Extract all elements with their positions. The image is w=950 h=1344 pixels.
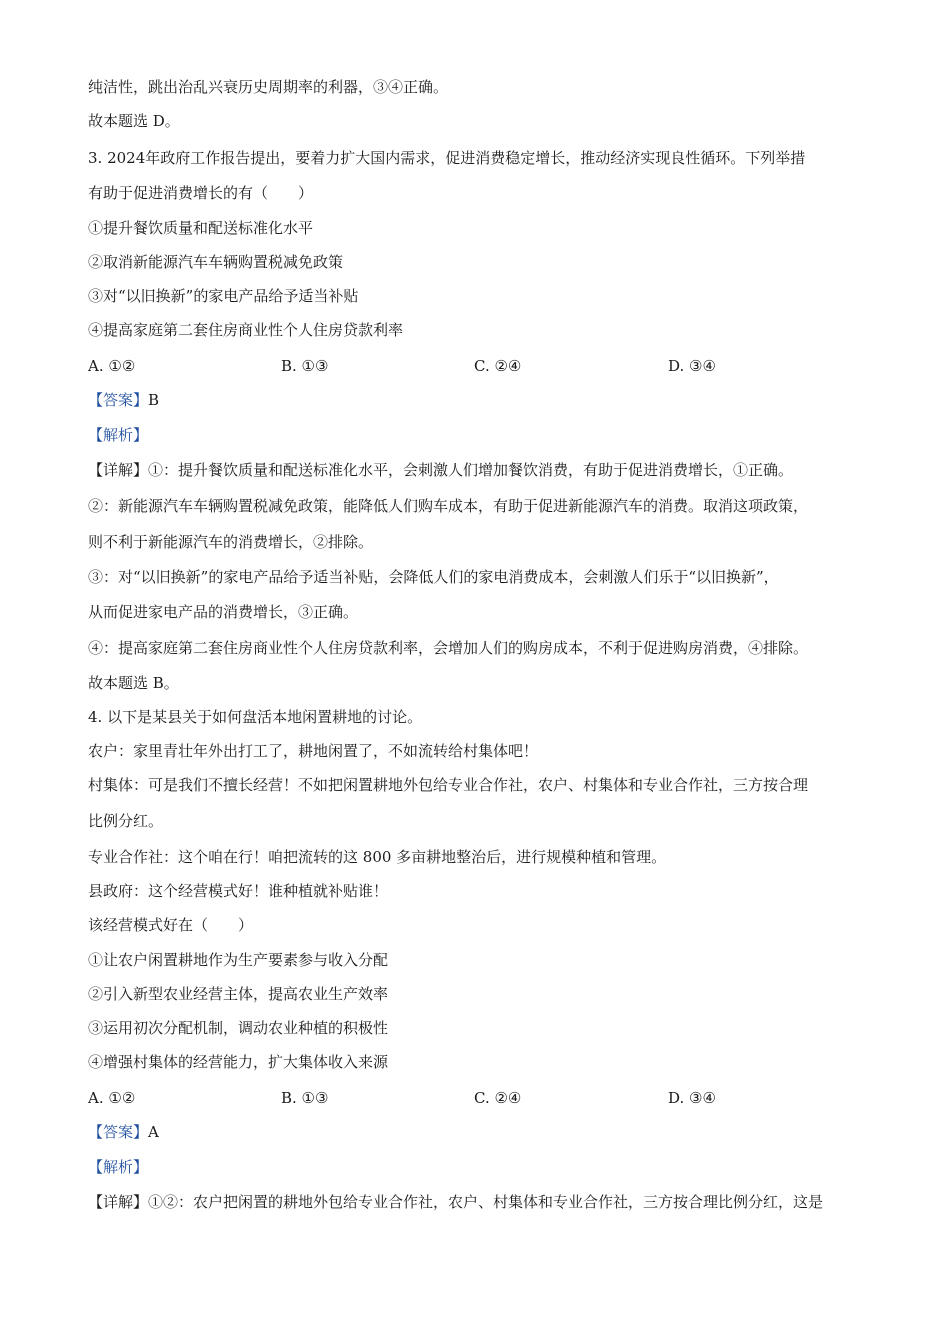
option-c: C. ②④	[474, 357, 522, 375]
detail-line: 故本题选 B。	[88, 674, 179, 692]
question-4-item: ④增强村集体的经营能力，扩大集体收入来源	[88, 1053, 389, 1071]
dialog-line: 村集体：可是我们不擅长经营！不如把闲置耕地外包给专业合作社，农户、村集体和专业合作社，三方按合理	[88, 776, 809, 794]
detail-tag: 【详解】	[88, 461, 149, 479]
question-4-stem: 4. 以下是某县关于如何盘活本地闲置耕地的讨论。	[88, 708, 423, 726]
option-a: A. ①②	[88, 357, 136, 375]
detail-line: 从而促进家电产品的消费增长，③正确。	[88, 603, 359, 621]
detail-tag: 【详解】	[88, 1193, 149, 1211]
answer-tag: 【答案】	[88, 1123, 149, 1141]
dialog-line: 县政府：这个经营模式好！谁种植就补贴谁！	[88, 882, 389, 900]
question-3-item: ②取消新能源汽车车辆购置税减免政策	[88, 253, 344, 271]
detail-text: ①②：农户把闲置的耕地外包给专业合作社，农户、村集体和专业合作社，三方按合理比例分红，这是	[148, 1193, 824, 1211]
analysis-tag: 【解析】	[88, 426, 149, 444]
question-4-prompt: 该经营模式好在（ ）	[88, 916, 254, 934]
text-line: 纯洁性，跳出治乱兴衰历史周期率的利器，③④正确。	[88, 78, 449, 96]
question-4-item: ①让农户闲置耕地作为生产要素参与收入分配	[88, 951, 389, 969]
option-d: D. ③④	[668, 1089, 716, 1107]
detail-line	[88, 460, 793, 480]
detail-line: ④：提高家庭第二套住房商业性个人住房贷款利率，会增加人们的购房成本，不利于促进购房消费，④排除。	[88, 639, 809, 657]
dialog-line: 比例分红。	[88, 812, 164, 830]
option-a: A. ①②	[88, 1089, 136, 1107]
text-line: 故本题选 D。	[88, 112, 180, 130]
answer-tag: 【答案】	[88, 391, 149, 409]
question-3-item: ④提高家庭第二套住房商业性个人住房贷款利率	[88, 321, 404, 339]
answer-line	[88, 390, 159, 410]
answer-value: B	[148, 391, 160, 409]
answer-value: A	[148, 1123, 159, 1141]
question-3-item: ③对“以旧换新”的家电产品给予适当补贴	[88, 287, 359, 305]
question-4-item: ②引入新型农业经营主体，提高农业生产效率	[88, 985, 389, 1003]
analysis-tag: 【解析】	[88, 1158, 149, 1176]
question-3-stem: 3. 2024年政府工作报告提出，要着力扩大国内需求，促进消费稳定增长，推动经济实现良性循环。下列举措	[88, 149, 806, 167]
option-d: D. ③④	[668, 357, 716, 375]
dialog-line: 农户：家里青壮年外出打工了，耕地闲置了，不如流转给村集体吧！	[88, 742, 539, 760]
detail-line	[88, 1192, 823, 1212]
question-3-stem: 有助于促进消费增长的有（ ）	[88, 184, 314, 202]
detail-line: ②：新能源汽车车辆购置税减免政策，能降低人们购车成本，有助于促进新能源汽车的消费。取消这项政策，	[88, 497, 809, 515]
question-4-item: ③运用初次分配机制，调动农业种植的积极性	[88, 1019, 389, 1037]
detail-line: 则不利于新能源汽车的消费增长，②排除。	[88, 533, 374, 551]
dialog-line: 专业合作社：这个咱在行！咱把流转的这 800 多亩耕地整治后，进行规模种植和管理。	[88, 848, 667, 866]
detail-line: ③：对“以旧换新”的家电产品给予适当补贴，会降低人们的家电消费成本，会刺激人们乐于“以旧换新”，	[88, 568, 779, 586]
option-b: B. ①③	[281, 357, 329, 375]
question-3-item: ①提升餐饮质量和配送标准化水平	[88, 219, 314, 237]
answer-line	[88, 1122, 159, 1142]
option-c: C. ②④	[474, 1089, 522, 1107]
detail-text: ①：提升餐饮质量和配送标准化水平，会刺激人们增加餐饮消费，有助于促进消费增长，①正确。	[148, 461, 794, 479]
option-b: B. ①③	[281, 1089, 329, 1107]
